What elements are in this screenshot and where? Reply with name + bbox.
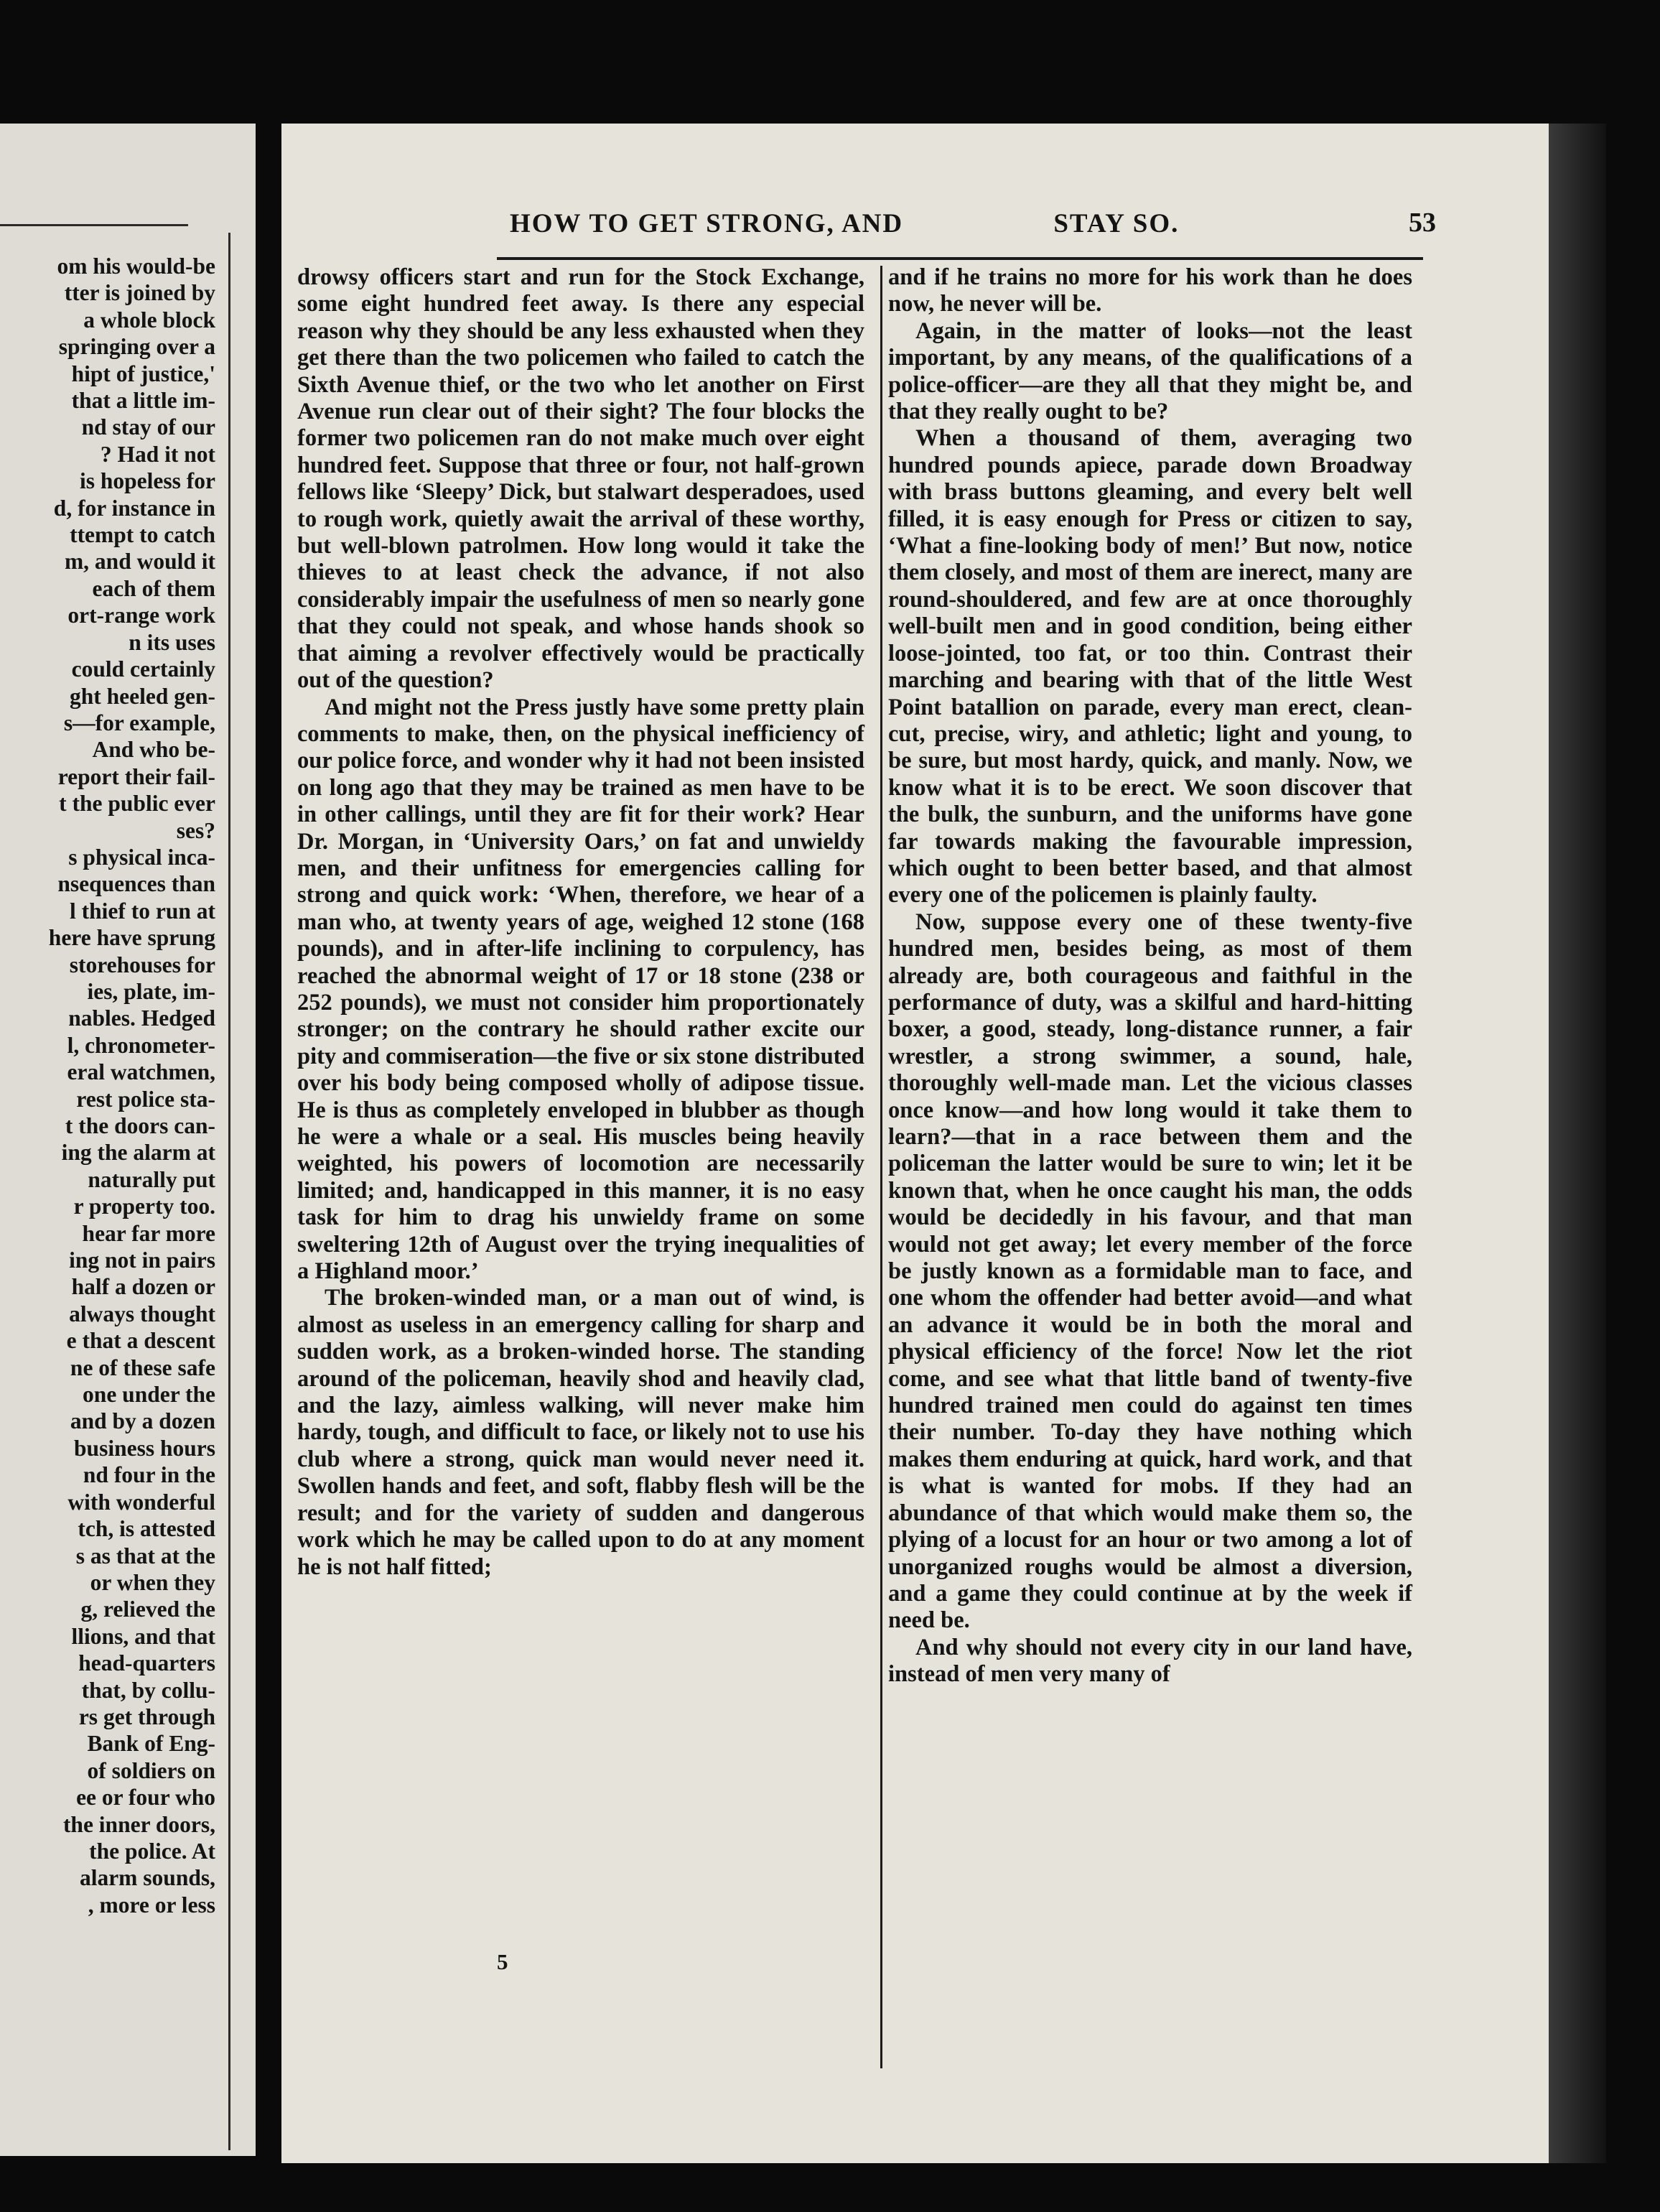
- previous-page-line: s as that at the: [75, 1543, 215, 1569]
- previous-page-line: a whole block: [83, 307, 215, 333]
- previous-page-line: hipt of justice,': [71, 361, 215, 386]
- previous-page-line: d, for instance in: [53, 495, 215, 521]
- signature-mark: 5: [497, 1949, 508, 1974]
- previous-page-line: hear far more: [82, 1220, 215, 1246]
- previous-page-line: nd four in the: [83, 1462, 215, 1488]
- previous-page-line: head-quarters: [78, 1650, 215, 1676]
- previous-page-line: the police. At: [89, 1838, 215, 1864]
- previous-page-line: with wonderful: [67, 1489, 215, 1515]
- previous-page-line: r property too.: [73, 1194, 215, 1219]
- previous-page-line: ses?: [176, 817, 215, 843]
- previous-page-line: And who be-: [92, 737, 215, 763]
- previous-page-column-rule: [228, 233, 230, 2150]
- previous-page-line: one under the: [83, 1382, 215, 1408]
- paragraph: drowsy officers start and run for the Stock Exchange, some eight hundred feet away. Is there any especial reason why they should be any less exhausted when they get there than the two policemen who failed to catch the Sixth Avenue thief, or the two who let another on First Avenue run clear out of their sight? The four blocks the former two policemen ran do not make much over eight hundred feet. Suppose that three or four, not half-grown fellows like ‘Sleepy’ Dick, but stalwart desperadoes, used to rough work, quietly await the arrival of these worthy, but well-blown patrolmen. How long would it take the thieves to at least check the advance, if not also considerably impair the usefulness of men so nearly gone that they could not speak, and whose hands shook so that aiming a revolver effectively would be practically out of the question?: [297, 264, 864, 694]
- running-title-part-1: HOW TO GET STRONG, AND: [510, 209, 904, 238]
- previous-page-line: nsequences than: [57, 871, 215, 897]
- previous-page-line: of soldiers on: [87, 1757, 215, 1783]
- paragraph: And why should not every city in our land have, instead of men very many of: [888, 1634, 1412, 1688]
- previous-page-line: ? Had it not: [100, 441, 215, 467]
- previous-page-line: ttempt to catch: [70, 522, 215, 548]
- left-column: [297, 264, 864, 1581]
- previous-page-line: ing the alarm at: [61, 1140, 215, 1166]
- previous-page-line: report their fail-: [57, 763, 215, 789]
- previous-page-line: or when they: [90, 1569, 215, 1595]
- previous-page-line: t the public ever: [59, 791, 215, 817]
- previous-page-line: that a little im-: [71, 388, 215, 414]
- previous-page-line: l thief to run at: [70, 898, 215, 924]
- previous-page-text: [49, 253, 215, 1918]
- previous-page-line: could certainly: [71, 656, 215, 682]
- previous-page-line: m, and would it: [64, 549, 215, 575]
- paragraph: When a thousand of them, averaging two hundred pounds apiece, parade down Broadway with brass buttons gleaming, and every belt well filled, it is easy enough for Press or citizen to say, ‘What a fine-looking body of men!’ But now, notice them closely, and most of them are inerect, many are round-shouldered, and few are at once thoroughly well-built men and in good condition, being either loose-jointed, too fat, or too thin. Contrast their marching and bearing with that of the little West Point batallion on parade, every man erect, clean-cut, precise, wiry, and athletic; light and young, to be sure, but most hardy, quick, and manly. Now, we know what it is to be erect. We soon discover that the bulk, the sunburn, and the uniforms have gone far towards making the favourable impression, which ought to been better based, and that almost every one of the policemen is plainly faulty.: [888, 425, 1412, 908]
- previous-page-line: ne of these safe: [70, 1354, 215, 1380]
- previous-page-line: always thought: [69, 1301, 215, 1326]
- previous-page-line: alarm sounds,: [79, 1865, 215, 1891]
- paragraph: and if he trains no more for his work than he does now, he never will be.: [888, 264, 1412, 317]
- previous-page-line: half a dozen or: [71, 1274, 215, 1300]
- previous-page-line: nd stay of our: [81, 414, 215, 440]
- previous-page-line: ing not in pairs: [69, 1247, 215, 1273]
- previous-page-line: Bank of Eng-: [87, 1731, 215, 1757]
- previous-page-header-rule: [0, 224, 188, 226]
- column-rule: [880, 266, 882, 2068]
- previous-page-line: rest police sta-: [76, 1086, 215, 1112]
- paragraph: The broken-winded man, or a man out of wind, is almost as useless in an emergency calling for sharp and sudden work, as a broken-winded horse. The standing around of the policeman, heavily shod and heavily clad, and the lazy, aimless walking, will never make him hardy, tough, and difficult to face, or likely not to use his club where a strong, quick man would never need it. Swollen hands and feet, and soft, flabby flesh will be the result; and for the variety of sudden and dangerous work which he may be called upon to do at any moment he is not half fitted;: [297, 1285, 864, 1580]
- previous-page-line: nables. Hedged: [68, 1005, 215, 1031]
- right-column: [888, 264, 1412, 1688]
- running-title-part-2: STAY SO.: [1053, 209, 1180, 238]
- paragraph: And might not the Press justly have some pretty plain comments to make, then, on the physical inefficiency of our police force, and wonder why it had not been insisted on long ago that they may be trained as men have to be in other callings, until they are fit for their work? Hear Dr. Morgan, in ‘University Oars,’ on fat and unwieldy men, and their unfitness for emergencies calling for strong and quick work: ‘When, therefore, we hear of a man who, at twenty years of age, weighed 12 stone (168 pounds), and in after-life inclining to corpulency, has reached the abnormal weight of 17 or 18 stone (238 or 252 pounds), we must not consider him proportionately stronger; on the contrary he should rather excite our pity and commiseration—the five or six stone distributed over his body being composed wholly of adipose tissue. He is thus as completely enveloped in blubber as though he were a whale or a seal. His muscles being heavily weighted, his powers of locomotion are necessarily limited; and, handicapped in this manner, it is no easy task for him to drag his unwieldy frame on some sweltering 12th of August over the trying inequalities of a Highland moor.’: [297, 694, 865, 1285]
- previous-page-line: l, chronometer-: [67, 1032, 215, 1058]
- previous-page-line: ies, plate, im-: [87, 978, 215, 1004]
- previous-page-line: llions, and that: [71, 1623, 215, 1649]
- previous-page-line: g, relieved the: [80, 1597, 215, 1622]
- previous-page-line: s physical inca-: [68, 844, 215, 870]
- previous-page-line: ght heeled gen-: [70, 683, 215, 709]
- previous-page-line: s—for example,: [63, 710, 215, 735]
- previous-page-line: eral watchmen,: [67, 1059, 215, 1085]
- header-rule: [497, 257, 1423, 260]
- paragraph: Now, suppose every one of these twenty-five hundred men, besides being, as most of them already are, both courageous and faithful in the performance of duty, was a skilful and hard-hitting boxer, a good, steady, long-distance runner, a fair wrestler, a strong swimmer, a sound, hale, thoroughly well-made man. Let the vicious classes once know—and how long would it take them to learn?—that in a race between them and the policeman the latter would be sure to win; let it be known that, when he once caught his man, the odds would be decidedly in his favour, and that man would not get away; let every member of the force be justly known as a formidable man to face, and one whom the offender had better avoid—and what an advance it would be in both the moral and physical efficiency of the force! Now let the riot come, and see what that little band of twenty-five hundred trained men could do against ten times their number. To-day they have nothing which makes them enduring at quick, hard work, and that is what is wanted for mobs. If they had an abundance of that which would make them so, the plying of a locust for an hour or two among a lot of unorganized roughs would be almost a diversion, and a game they could continue at by the week if need be.: [888, 908, 1412, 1634]
- previous-page-line: storehouses for: [69, 952, 215, 977]
- previous-page-line: t the doors can-: [65, 1113, 215, 1138]
- previous-page-line: here have sprung: [48, 925, 215, 951]
- previous-page-line: business hours: [74, 1435, 215, 1461]
- previous-page-line: each of them: [92, 575, 215, 601]
- page-edge-shadow: [1549, 124, 1606, 2163]
- previous-page-line: naturally put: [88, 1166, 215, 1192]
- page-number: 53: [1409, 208, 1436, 238]
- previous-page-line: the inner doors,: [62, 1811, 215, 1837]
- previous-page-line: ort-range work: [67, 603, 215, 628]
- previous-page-line: and by a dozen: [70, 1408, 215, 1434]
- previous-page-line: springing over a: [58, 334, 215, 360]
- running-title: [510, 208, 1179, 239]
- previous-page-line: e that a descent: [66, 1328, 215, 1354]
- previous-page-line: , more or less: [88, 1892, 215, 1918]
- previous-page-line: tch, is attested: [78, 1516, 215, 1542]
- paragraph: Again, in the matter of looks—not the least important, by any means, of the qualifications of a police-officer—are they all that they might be, and that they really ought to be?: [888, 317, 1412, 425]
- previous-page-line: that, by collu-: [81, 1677, 215, 1703]
- previous-page-line: n its uses: [129, 629, 215, 655]
- previous-page: [0, 124, 256, 2156]
- page: [281, 124, 1549, 2163]
- previous-page-line: ee or four who: [76, 1785, 215, 1811]
- previous-page-line: is hopeless for: [80, 468, 215, 494]
- previous-page-line: rs get through: [78, 1704, 215, 1729]
- running-header: [281, 208, 1549, 251]
- previous-page-line: om his would-be: [57, 254, 215, 279]
- previous-page-line: tter is joined by: [64, 280, 215, 306]
